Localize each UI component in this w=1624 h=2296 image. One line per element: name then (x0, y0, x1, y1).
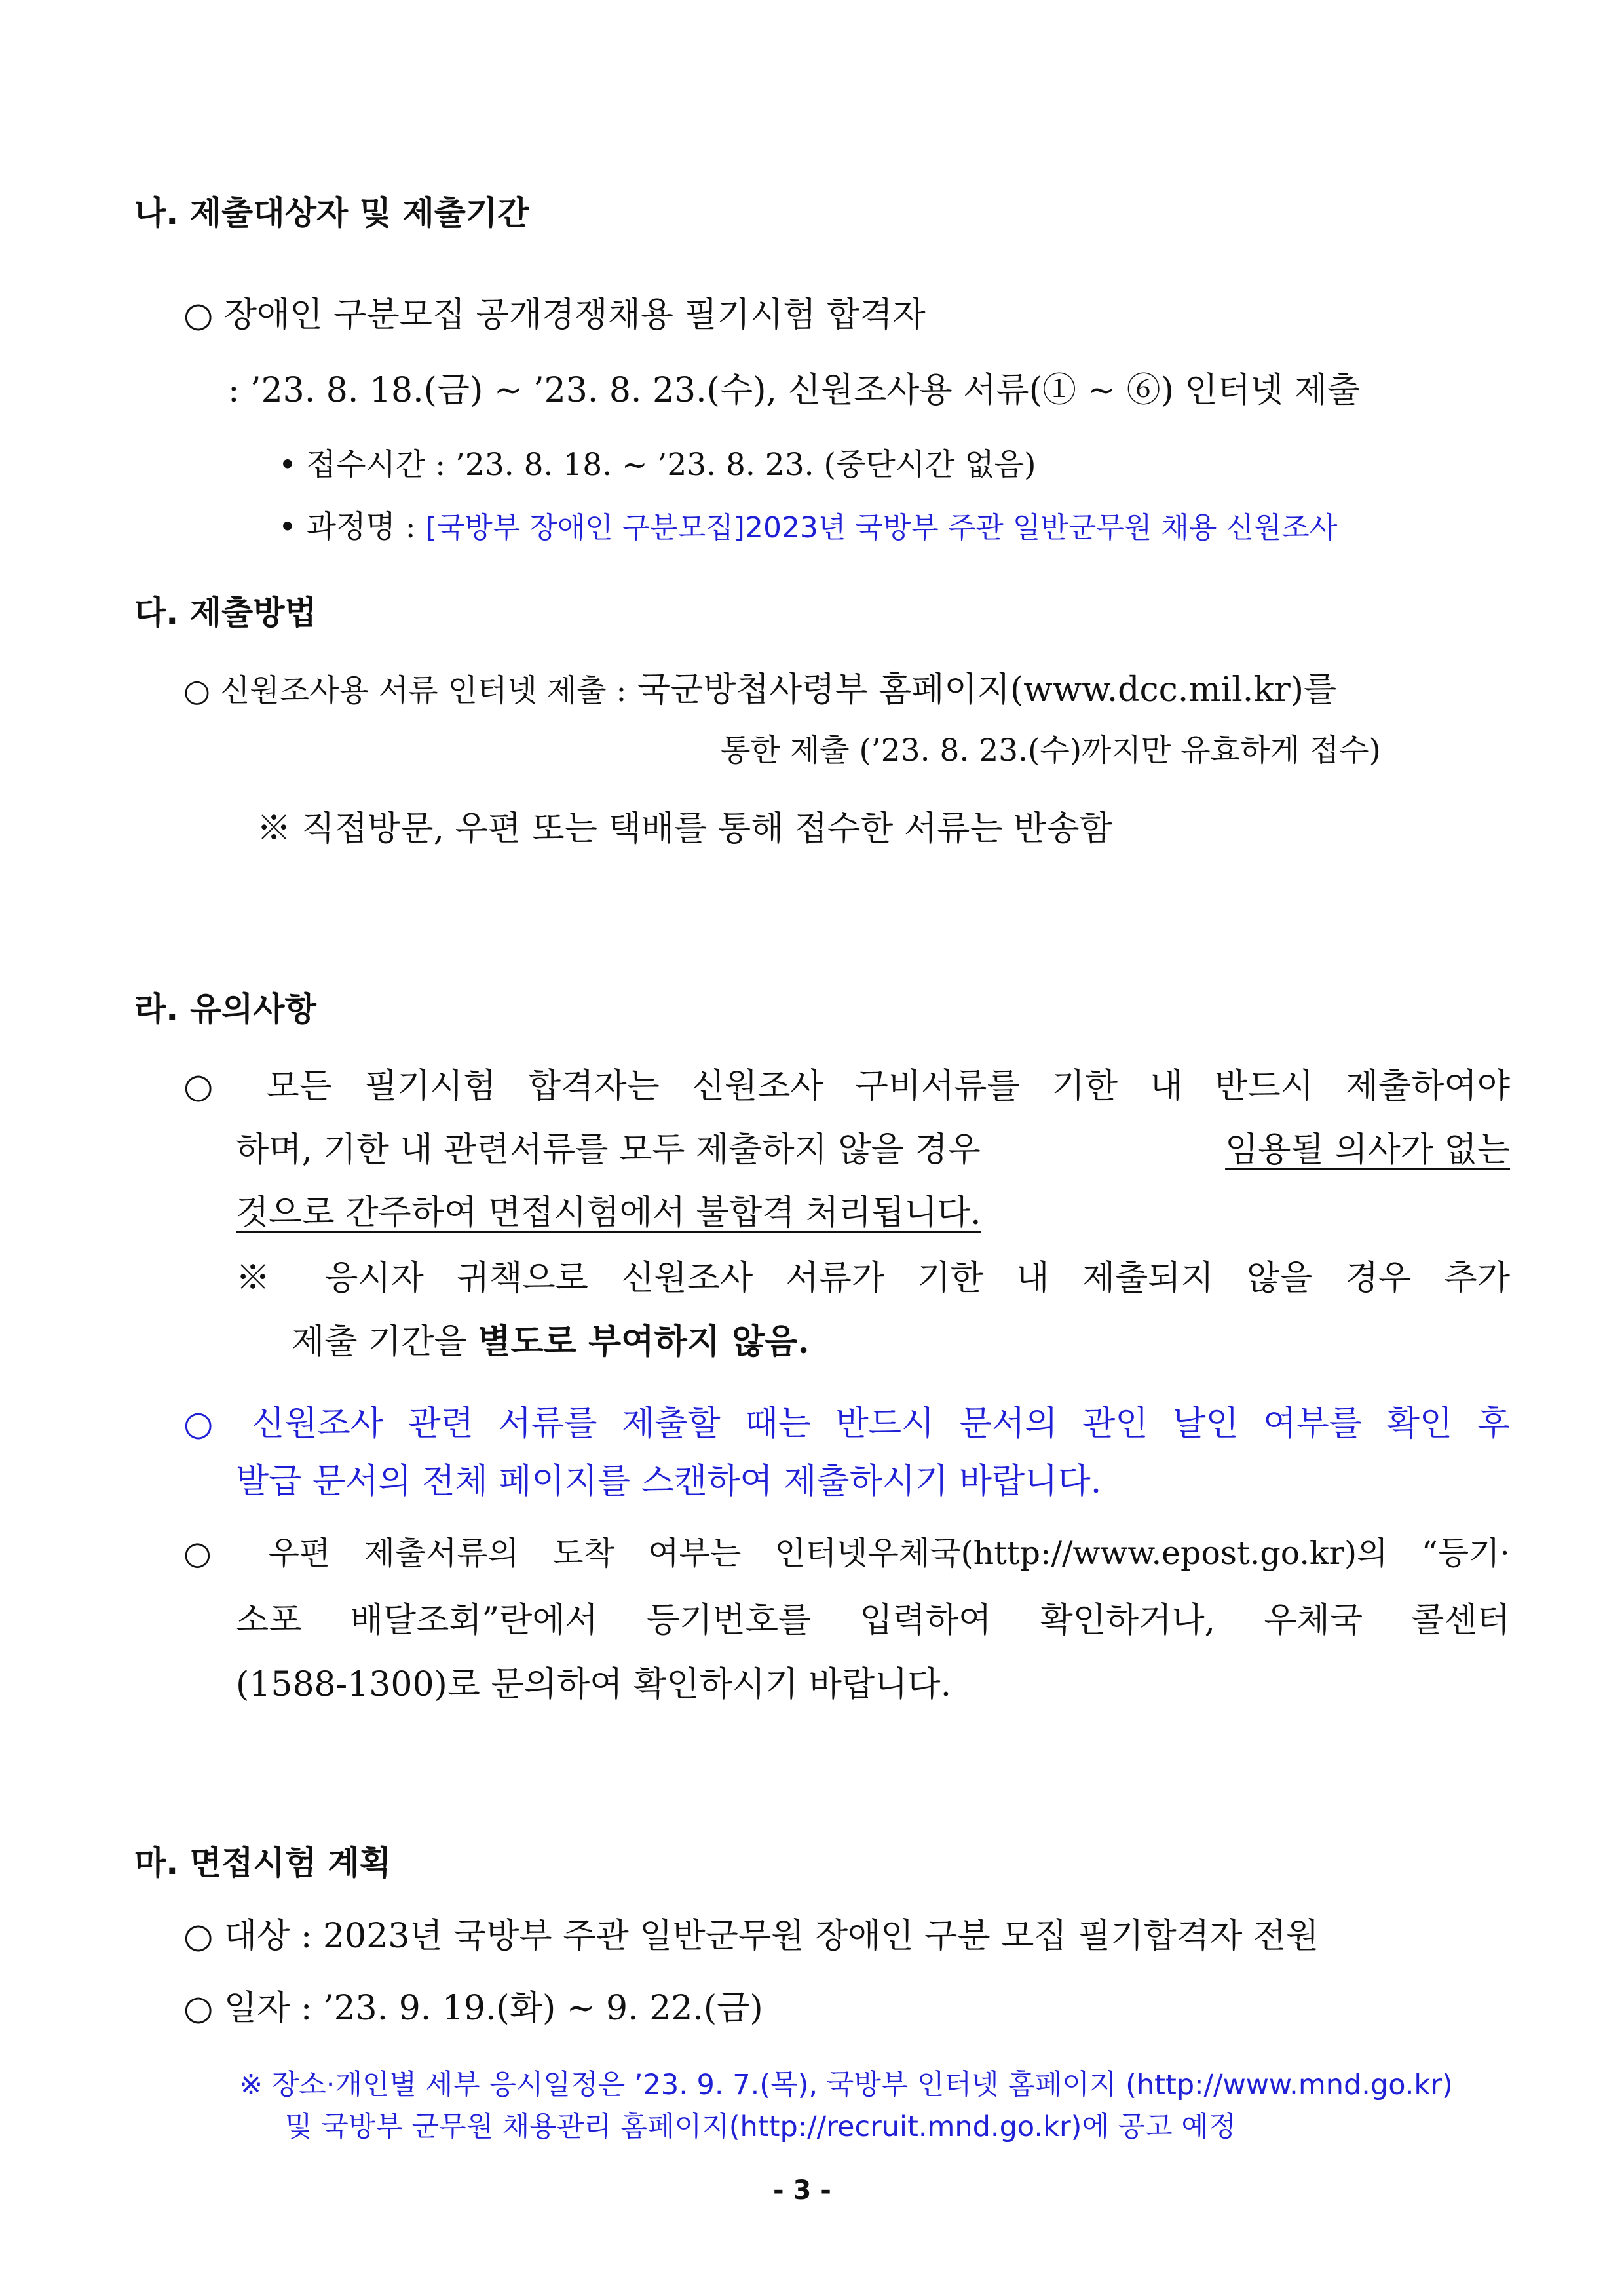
text-precaution-1-line2 (236, 1122, 1510, 1171)
course-name-value: [국방부 장애인 구분모집]2023년 국방부 주관 일반군무원 채용 신원조사 (425, 511, 1338, 545)
text-precaution-1-line3: 것으로 간주하여 면접시험에서 불합격 처리됩니다. (236, 1193, 981, 1233)
text-internet-submission (183, 662, 1336, 711)
text-precaution-2-line1: ○ 신원조사 관련 서류를 제출할 때는 반드시 문서의 관인 날인 여부를 확인 후 (183, 1404, 1510, 1444)
note-precaution-1-line1: ※ 응시자 귀책으로 신원조사 서류가 기한 내 제출되지 않을 경우 추가 (236, 1259, 1510, 1298)
text-precaution-3-line3: (1588-1300)로 문의하여 확인하시기 바랍니다. (236, 1665, 952, 1704)
note-interview-schedule-line1: ※ 장소·개인별 세부 응시일정은 ’23. 9. 7.(목), 국방부 인터넷 홈페이지 (http://www.mnd.go.kr) (239, 2069, 1453, 2101)
heading-interview-plan: 마. 면접시험 계획 (134, 1844, 391, 1882)
text-reception-time: • 접수시간 : ’23. 8. 18. ~ ’23. 8. 23. (중단시간 없음) (278, 447, 1036, 483)
precaution-1-line2-underlined: 임용될 의사가 없는 (1225, 1130, 1510, 1170)
heading-submission-target-period: 나. 제출대상자 및 제출기간 (134, 194, 529, 232)
internet-submission-value: 국군방첩사령부 홈페이지(www.dcc.mil.kr)를 (637, 670, 1337, 710)
note-interview-schedule-line2: 및 국방부 군무원 채용관리 홈페이지(http://recruit.mnd.go.kr)에 공고 예정 (285, 2111, 1236, 2143)
text-interview-target: ○ 대상 : 2023년 국방부 주관 일반군무원 장애인 구분 모집 필기합격자 전원 (183, 1917, 1319, 1956)
text-precaution-3-line2: 소포 배달조회”란에서 등기번호를 입력하여 확인하거나, 우체국 콜센터 (236, 1601, 1510, 1640)
precaution-1-line2-plain: 하며, 기한 내 관련서류를 모두 제출하지 않을 경우 (236, 1130, 981, 1170)
text-target-applicants: ○ 장애인 구분모집 공개경쟁채용 필기시험 합격자 (183, 296, 926, 335)
note-return-documents: ※ 직접방문, 우편 또는 택배를 통해 접수한 서류는 반송함 (257, 809, 1112, 849)
text-submission-period: : ’23. 8. 18.(금) ~ ’23. 8. 23.(수), 신원조사용 서류(① ~ ⑥) 인터넷 제출 (228, 371, 1361, 410)
internet-submission-label: ○ 신원조사용 서류 인터넷 제출 : (183, 673, 627, 709)
text-course-name (278, 503, 1337, 546)
text-precaution-3-line1: ○ 우편 제출서류의 도착 여부는 인터넷우체국(http://www.epost.go.kr)의 “등기· (183, 1535, 1510, 1572)
text-precaution-1-line1: ○ 모든 필기시험 합격자는 신원조사 구비서류를 기한 내 반드시 제출하여야 (183, 1067, 1510, 1106)
note-precaution-1-line2 (292, 1314, 810, 1363)
note-precaution-1-line2-plain: 제출 기간을 (292, 1322, 467, 1362)
text-precaution-2-line2: 발급 문서의 전체 페이지를 스캔하여 제출하시기 바랍니다. (236, 1462, 1102, 1501)
text-interview-date: ○ 일자 : ’23. 9. 19.(화) ~ 9. 22.(금) (183, 1989, 763, 2028)
heading-precautions: 라. 유의사항 (134, 990, 316, 1028)
page-number: - 3 - (773, 2175, 831, 2206)
course-name-label: • 과정명 : (278, 509, 416, 545)
heading-submission-method: 다. 제출방법 (134, 594, 316, 632)
note-precaution-1-line2-bold: 별도로 부여하지 않음. (478, 1322, 810, 1362)
text-submission-deadline: 통한 제출 (’23. 8. 23.(수)까지만 유효하게 접수) (721, 733, 1381, 769)
